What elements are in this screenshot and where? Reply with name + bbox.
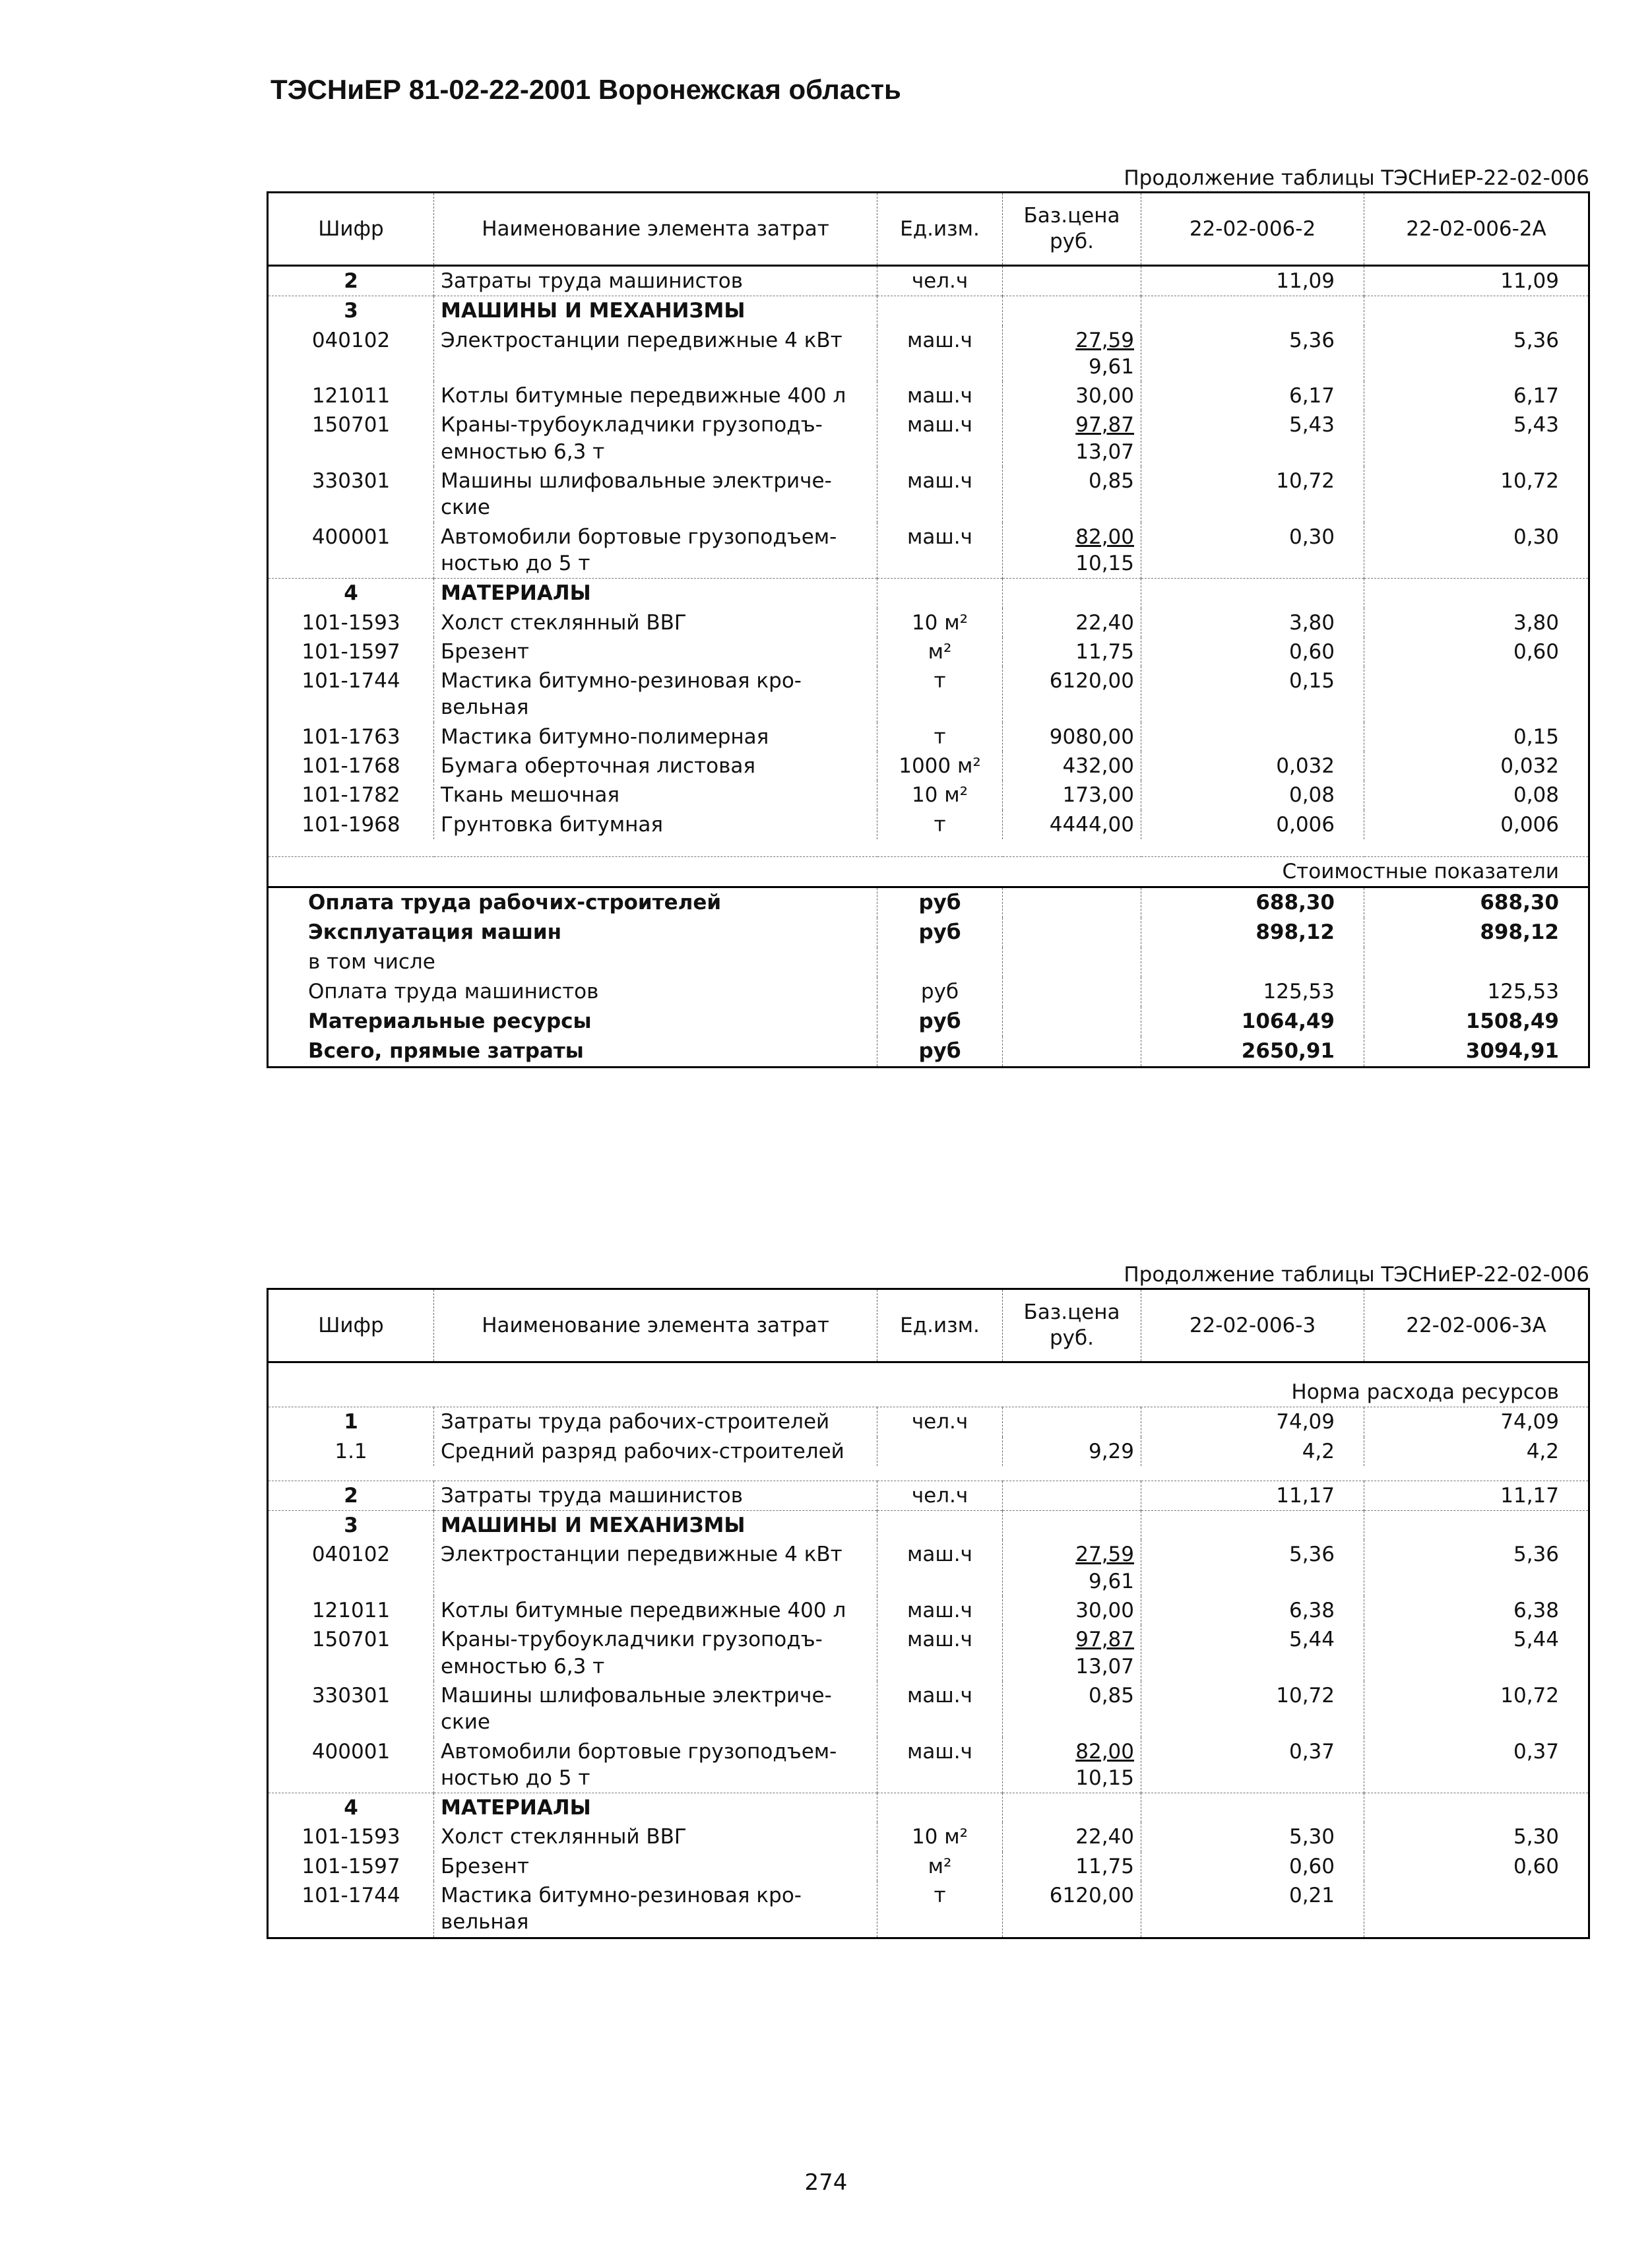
row-unit: маш.ч	[877, 1681, 1003, 1737]
total-value-b: 688,30	[1364, 887, 1589, 918]
spacer-row	[268, 839, 1589, 857]
total-price	[1003, 1037, 1141, 1067]
row-unit: маш.ч	[877, 466, 1003, 523]
price-primary: 82,00	[1075, 1739, 1134, 1764]
row-unit: маш.ч	[877, 1540, 1003, 1596]
row-name	[434, 523, 877, 579]
total-row	[268, 947, 1589, 977]
row-name: Брезент	[434, 637, 877, 666]
row-code: 040102	[311, 328, 391, 352]
row-value-b: 10,72	[1364, 1681, 1589, 1737]
header-price-line2: руб.	[1050, 1326, 1094, 1350]
table-row	[268, 1481, 1589, 1510]
row-unit	[877, 1511, 1003, 1541]
row-value-a: 5,44	[1141, 1625, 1364, 1681]
row-price	[1003, 579, 1141, 608]
header-name: Наименование элемента затрат	[434, 1289, 877, 1362]
row-value-b	[1364, 296, 1589, 326]
price-secondary: 9,61	[1088, 354, 1134, 379]
row-code: 150701	[311, 1628, 391, 1652]
row-name-line1: Автомобили бортовые грузоподъем-	[441, 525, 837, 549]
row-code: 101-1782	[302, 783, 400, 808]
total-price	[1003, 947, 1141, 977]
row-value-a: 5,43	[1141, 410, 1364, 466]
table-row	[268, 608, 1589, 637]
price-primary: 97,87	[1075, 1628, 1134, 1652]
row-name-line1: Мастика битумно-резиновая кро-	[441, 1884, 802, 1908]
table-row	[268, 722, 1589, 751]
row-value-b: 0,37	[1364, 1737, 1589, 1793]
row-name-line1: Краны-трубоукладчики грузоподъ-	[441, 413, 823, 437]
row-code: 4	[268, 579, 434, 608]
row-price: 173,00	[1003, 781, 1141, 810]
total-label: Всего, прямые затраты	[308, 1038, 584, 1063]
row-value-a: 4,2	[1141, 1437, 1364, 1466]
row-value-b: 3,80	[1364, 608, 1589, 637]
total-unit: руб	[877, 1037, 1003, 1067]
row-code: 400001	[311, 1739, 391, 1764]
row-unit	[877, 579, 1003, 608]
row-unit: 1000 м²	[877, 751, 1003, 781]
row-name	[434, 466, 877, 523]
table-row	[268, 1881, 1589, 1938]
table-row	[268, 1437, 1589, 1466]
price-primary: 97,87	[1075, 413, 1134, 437]
section-title: МАТЕРИАЛЫ	[434, 579, 877, 608]
norm-header-row	[268, 1378, 1589, 1407]
total-label: Оплата труда машинистов	[308, 980, 599, 1004]
row-name	[434, 1625, 877, 1681]
row-value-a: 11,17	[1141, 1481, 1364, 1510]
cost-header: Стоимостные показатели	[268, 856, 1589, 887]
row-name: Затраты труда машинистов	[434, 1481, 877, 1510]
resource-table-2	[267, 1288, 1588, 1939]
total-row	[268, 977, 1589, 1007]
table-header-row	[268, 193, 1589, 266]
row-unit: маш.ч	[877, 326, 1003, 382]
row-price: 30,00	[1003, 1596, 1141, 1625]
row-name-line1: Машины шлифовальные электриче-	[441, 1683, 832, 1708]
row-value-b: 5,43	[1364, 410, 1589, 466]
row-unit: 10 м²	[877, 781, 1003, 810]
row-value-a	[1141, 579, 1364, 608]
table-header-row	[268, 1289, 1589, 1362]
row-unit: маш.ч	[877, 410, 1003, 466]
total-label: в том числе	[308, 950, 435, 974]
total-value-a	[1141, 947, 1364, 977]
row-name: Ткань мешочная	[434, 781, 877, 810]
row-code: 121011	[311, 1599, 391, 1623]
page-number: 274	[804, 2169, 848, 2196]
row-code: 1	[344, 1410, 358, 1434]
row-unit	[877, 1437, 1003, 1466]
row-value-a: 0,21	[1141, 1881, 1364, 1938]
row-unit: маш.ч	[877, 523, 1003, 579]
price-primary: 82,00	[1075, 525, 1134, 549]
row-value-a: 10,72	[1141, 466, 1364, 523]
price-secondary: 13,07	[1075, 1654, 1134, 1678]
row-code: 330301	[311, 469, 391, 494]
norm-header: Норма расхода ресурсов	[268, 1378, 1589, 1407]
table-continuation-caption: Продолжение таблицы ТЭСНиЕР-22-02-006	[1124, 166, 1589, 190]
row-price: 6120,00	[1003, 1881, 1141, 1938]
total-value-a: 898,12	[1141, 918, 1364, 947]
row-price	[1003, 1511, 1141, 1541]
header-col-a: 22-02-006-3	[1141, 1289, 1364, 1362]
row-unit: чел.ч	[877, 266, 1003, 296]
row-price	[1003, 296, 1141, 326]
total-price	[1003, 887, 1141, 918]
total-value-b: 125,53	[1364, 977, 1589, 1007]
row-value-a: 6,38	[1141, 1596, 1364, 1625]
price-secondary: 9,61	[1088, 1569, 1134, 1593]
header-unit: Ед.изм.	[877, 1289, 1003, 1362]
total-price	[1003, 918, 1141, 947]
row-name: Электростанции передвижные 4 кВт	[434, 326, 877, 382]
table-row	[268, 781, 1589, 810]
section-row	[268, 1793, 1589, 1823]
row-value-b: 11,09	[1364, 266, 1589, 296]
total-price	[1003, 977, 1141, 1007]
row-price: 11,75	[1003, 1852, 1141, 1881]
row-code: 3	[268, 296, 434, 326]
row-value-b: 0,60	[1364, 1852, 1589, 1881]
row-code: 101-1597	[302, 1854, 400, 1878]
row-code: 1.1	[334, 1439, 367, 1463]
row-name-line1: Мастика битумно-резиновая кро-	[441, 669, 802, 693]
row-name-line2: емностью 6,3 т	[441, 1654, 605, 1678]
header-price-line1: Баз.цена	[1023, 1300, 1120, 1325]
row-price	[1003, 1540, 1141, 1596]
row-value-a: 11,09	[1141, 266, 1364, 296]
page-title: ТЭСНиЕР 81-02-22-2001 Воронежская область	[270, 74, 901, 105]
row-value-b: 5,36	[1364, 1540, 1589, 1596]
table-row	[268, 1407, 1589, 1437]
total-label: Эксплуатация машин	[308, 920, 562, 945]
row-value-a: 5,30	[1141, 1822, 1364, 1851]
row-name: Электростанции передвижные 4 кВт	[434, 1540, 877, 1596]
row-price: 11,75	[1003, 637, 1141, 666]
row-code: 101-1763	[302, 724, 400, 749]
header-unit: Ед.изм.	[877, 193, 1003, 266]
row-name: Затраты труда рабочих-строителей	[434, 1407, 877, 1437]
row-price: 0,85	[1003, 466, 1141, 523]
total-value-b: 1508,49	[1364, 1007, 1589, 1037]
row-value-a: 0,30	[1141, 523, 1364, 579]
header-price	[1003, 193, 1141, 266]
row-unit: маш.ч	[877, 1625, 1003, 1681]
row-name	[434, 410, 877, 466]
row-value-a: 0,15	[1141, 666, 1364, 722]
table-row	[268, 326, 1589, 382]
price-secondary: 10,15	[1075, 551, 1134, 575]
row-value-a: 0,37	[1141, 1737, 1364, 1793]
row-name	[434, 1681, 877, 1737]
row-value-b	[1364, 1881, 1589, 1938]
row-price: 432,00	[1003, 751, 1141, 781]
header-col-b: 22-02-006-2А	[1364, 193, 1589, 266]
row-value-a: 74,09	[1141, 1407, 1364, 1437]
resource-table-1	[267, 191, 1588, 1068]
section-row	[268, 1511, 1589, 1541]
row-value-b: 4,2	[1364, 1437, 1589, 1466]
row-price	[1003, 410, 1141, 466]
row-unit: чел.ч	[877, 1481, 1003, 1510]
row-unit: 10 м²	[877, 1822, 1003, 1851]
row-code: 4	[268, 1793, 434, 1823]
row-code: 101-1597	[302, 639, 400, 664]
row-value-b: 5,44	[1364, 1625, 1589, 1681]
row-value-b	[1364, 1511, 1589, 1541]
section-title: МАТЕРИАЛЫ	[434, 1793, 877, 1823]
row-value-b: 74,09	[1364, 1407, 1589, 1437]
total-row	[268, 1037, 1589, 1067]
table-continuation-caption: Продолжение таблицы ТЭСНиЕР-22-02-006	[1124, 1263, 1589, 1287]
row-name: Мастика битумно-полимерная	[434, 722, 877, 751]
row-value-b: 5,30	[1364, 1822, 1589, 1851]
row-name-line2: вельная	[441, 1910, 529, 1934]
row-price	[1003, 523, 1141, 579]
row-value-b: 0,08	[1364, 781, 1589, 810]
row-price: 30,00	[1003, 381, 1141, 410]
row-code: 121011	[311, 384, 391, 408]
row-unit: т	[877, 722, 1003, 751]
row-price: 4444,00	[1003, 810, 1141, 839]
row-price	[1003, 266, 1141, 296]
row-name: Котлы битумные передвижные 400 л	[434, 1596, 877, 1625]
row-value-b: 0,60	[1364, 637, 1589, 666]
header-col-a: 22-02-006-2	[1141, 193, 1364, 266]
row-value-a: 5,36	[1141, 1540, 1364, 1596]
price-primary: 27,59	[1075, 328, 1134, 352]
row-code: 101-1768	[302, 754, 400, 779]
row-code: 2	[344, 269, 358, 293]
row-name: Холст стеклянный ВВГ	[434, 1822, 877, 1851]
row-value-b: 5,36	[1364, 326, 1589, 382]
row-value-a: 3,80	[1141, 608, 1364, 637]
row-name-line1: Автомобили бортовые грузоподъем-	[441, 1739, 837, 1764]
row-code: 101-1744	[302, 669, 400, 693]
row-value-a: 10,72	[1141, 1681, 1364, 1737]
row-price	[1003, 326, 1141, 382]
row-price: 6120,00	[1003, 666, 1141, 722]
row-name-line1: Машины шлифовальные электриче-	[441, 469, 832, 494]
row-unit: чел.ч	[877, 1407, 1003, 1437]
table-row	[268, 523, 1589, 579]
table-row	[268, 1681, 1589, 1737]
total-label: Оплата труда рабочих-строителей	[308, 891, 722, 915]
table-row	[268, 1540, 1589, 1596]
row-code: 150701	[311, 413, 391, 437]
row-unit: 10 м²	[877, 608, 1003, 637]
row-value-a: 0,032	[1141, 751, 1364, 781]
row-name-line2: вельная	[441, 695, 529, 720]
total-unit: руб	[877, 887, 1003, 918]
row-name-line2: ские	[441, 1710, 490, 1735]
total-unit: руб	[877, 918, 1003, 947]
row-value-b: 0,032	[1364, 751, 1589, 781]
row-price: 0,85	[1003, 1681, 1141, 1737]
table-row	[268, 1737, 1589, 1793]
row-value-a	[1141, 1511, 1364, 1541]
row-code: 400001	[311, 525, 391, 549]
header-code: Шифр	[268, 193, 434, 266]
header-price-line1: Баз.цена	[1023, 204, 1120, 228]
row-unit: т	[877, 666, 1003, 722]
row-price: 9080,00	[1003, 722, 1141, 751]
total-value-a: 1064,49	[1141, 1007, 1364, 1037]
total-value-a: 688,30	[1141, 887, 1364, 918]
row-code: 3	[268, 1511, 434, 1541]
section-title: МАШИНЫ И МЕХАНИЗМЫ	[434, 1511, 877, 1541]
row-value-b: 6,17	[1364, 381, 1589, 410]
row-name	[434, 1737, 877, 1793]
row-value-b: 0,006	[1364, 810, 1589, 839]
row-price	[1003, 1793, 1141, 1823]
price-secondary: 10,15	[1075, 1766, 1134, 1790]
row-value-b: 11,17	[1364, 1481, 1589, 1510]
row-name: Холст стеклянный ВВГ	[434, 608, 877, 637]
row-name: Бумага оберточная листовая	[434, 751, 877, 781]
total-value-a: 2650,91	[1141, 1037, 1364, 1067]
price-primary: 27,59	[1075, 1543, 1134, 1567]
row-code: 101-1593	[302, 1825, 400, 1849]
table-row	[268, 381, 1589, 410]
row-code: 2	[268, 1481, 434, 1510]
row-code: 101-1593	[302, 610, 400, 635]
row-value-b	[1364, 579, 1589, 608]
row-value-a	[1141, 722, 1364, 751]
total-value-a: 125,53	[1141, 977, 1364, 1007]
row-price: 22,40	[1003, 1822, 1141, 1851]
row-price: 22,40	[1003, 608, 1141, 637]
total-unit: руб	[877, 977, 1003, 1007]
row-name	[434, 666, 877, 722]
row-code: 330301	[311, 1683, 391, 1708]
row-name-line2: ностью до 5 т	[441, 551, 590, 575]
row-value-a: 5,36	[1141, 326, 1364, 382]
row-unit: м²	[877, 1852, 1003, 1881]
row-name: Котлы битумные передвижные 400 л	[434, 381, 877, 410]
header-price	[1003, 1289, 1141, 1362]
spacer-row	[268, 1362, 1589, 1378]
header-code: Шифр	[268, 1289, 434, 1362]
row-name-line2: ские	[441, 495, 490, 520]
row-value-a	[1141, 1793, 1364, 1823]
row-value-b: 10,72	[1364, 466, 1589, 523]
table-row	[268, 410, 1589, 466]
table-row	[268, 751, 1589, 781]
row-code: 101-1968	[302, 812, 400, 837]
row-unit: маш.ч	[877, 381, 1003, 410]
row-price	[1003, 1625, 1141, 1681]
row-name-line2: ностью до 5 т	[441, 1766, 590, 1790]
row-price	[1003, 1407, 1141, 1437]
header-price-line2: руб.	[1050, 230, 1094, 253]
row-value-b: 6,38	[1364, 1596, 1589, 1625]
total-unit	[877, 947, 1003, 977]
table-row	[268, 1822, 1589, 1851]
row-code: 040102	[311, 1543, 391, 1567]
total-label: Материальные ресурсы	[308, 1009, 592, 1033]
table-row	[268, 810, 1589, 839]
row-unit: т	[877, 1881, 1003, 1938]
row-unit: маш.ч	[877, 1737, 1003, 1793]
table-row	[268, 666, 1589, 722]
row-price	[1003, 1481, 1141, 1510]
total-row	[268, 918, 1589, 947]
row-value-b: 0,15	[1364, 722, 1589, 751]
row-value-a: 0,08	[1141, 781, 1364, 810]
row-name	[434, 1881, 877, 1938]
row-value-a: 0,60	[1141, 637, 1364, 666]
row-unit	[877, 1793, 1003, 1823]
total-row	[268, 1007, 1589, 1037]
row-name-line1: Краны-трубоукладчики грузоподъ-	[441, 1628, 823, 1652]
section-title: МАШИНЫ И МЕХАНИЗМЫ	[434, 296, 877, 326]
table-row	[268, 637, 1589, 666]
cost-header-row	[268, 856, 1589, 887]
table-row	[268, 1625, 1589, 1681]
total-price	[1003, 1007, 1141, 1037]
row-unit	[877, 296, 1003, 326]
row-name: Средний разряд рабочих-строителей	[434, 1437, 877, 1466]
row-value-a: 0,006	[1141, 810, 1364, 839]
header-name: Наименование элемента затрат	[434, 193, 877, 266]
header-col-b: 22-02-006-3А	[1364, 1289, 1589, 1362]
row-name-line2: емностью 6,3 т	[441, 439, 605, 464]
table-row	[268, 266, 1589, 296]
row-name: Брезент	[434, 1852, 877, 1881]
row-unit: маш.ч	[877, 1596, 1003, 1625]
row-value-b	[1364, 1793, 1589, 1823]
row-unit: м²	[877, 637, 1003, 666]
row-value-a: 6,17	[1141, 381, 1364, 410]
section-row	[268, 579, 1589, 608]
row-code: 101-1744	[302, 1884, 400, 1908]
table-row	[268, 1596, 1589, 1625]
total-row	[268, 887, 1589, 918]
row-name: Грунтовка битумная	[434, 810, 877, 839]
price-secondary: 13,07	[1075, 439, 1134, 464]
row-value-a	[1141, 296, 1364, 326]
total-value-b: 898,12	[1364, 918, 1589, 947]
row-name: Затраты труда машинистов	[434, 266, 877, 296]
table-row	[268, 466, 1589, 523]
row-unit: т	[877, 810, 1003, 839]
total-unit: руб	[877, 1007, 1003, 1037]
row-value-b	[1364, 666, 1589, 722]
row-price	[1003, 1737, 1141, 1793]
section-row	[268, 296, 1589, 326]
row-value-a: 0,60	[1141, 1852, 1364, 1881]
spacer-row	[268, 1466, 1589, 1481]
row-price: 9,29	[1003, 1437, 1141, 1466]
table-row	[268, 1852, 1589, 1881]
total-value-b: 3094,91	[1364, 1037, 1589, 1067]
total-value-b	[1364, 947, 1589, 977]
row-value-b: 0,30	[1364, 523, 1589, 579]
